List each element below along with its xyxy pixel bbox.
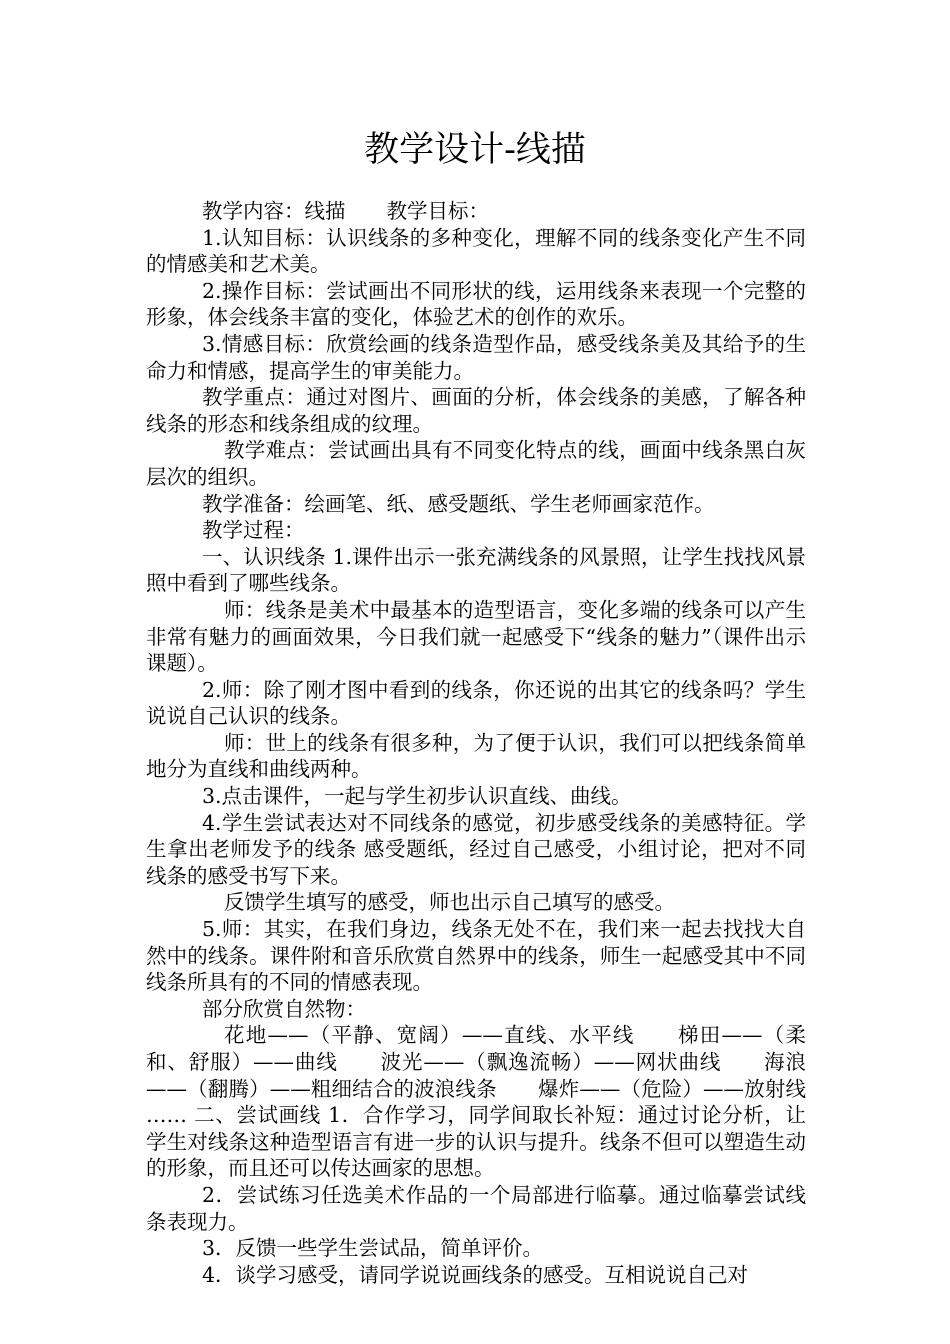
paragraph-content-goals: 教学内容：线描 教学目标：	[202, 199, 489, 223]
paragraph-nature-heading: 部分欣赏自然物：	[202, 996, 366, 1021]
paragraph-process-heading: 教学过程：	[202, 518, 305, 543]
paragraph-operation-goal: 2.操作目标：尝试画出不同形状的线，运用线条来表现一个完整的形象，体会线条丰富的变化，体验艺术的创作的欢乐。	[146, 278, 806, 330]
paragraph-teacher-1: 师：线条是美术中最基本的造型语言，变化多端的线条可以产生非常有魅力的画面效果，今日我们就一起感受下“线条的魅力”（课件出示课题）。	[146, 597, 806, 676]
document-title: 教学设计-线描	[364, 130, 586, 170]
paragraph-practice-3: 3．反馈一些学生尝试品，简单评价。	[202, 1236, 544, 1261]
paragraph-practice-4: 4．谈学习感受，请同学说说画线条的感受。互相说说自己对	[202, 1262, 749, 1287]
paragraph-nature-list: 花地——（平静、宽阔）——直线、水平线 梯田——（柔和、舒服）——曲线 波光——（飘逸流畅）——网状曲线 海浪——（翻腾）——粗细结合的波浪线条 爆炸——（危险）——放射线 …… 二、尝试画线 1．合作学习，同学间取长补短：通过讨论分析，让学生对线条这种造型语言有进一步的认识与提升。线条不但可以塑造生动的形象，而且还可以传达画家的思想。	[146, 1023, 847, 1181]
document-body	[146, 198, 847, 1288]
paragraph-teacher-2: 师：世上的线条有很多种，为了便于认识，我们可以把线条简单地分为直线和曲线两种。	[146, 730, 806, 782]
paragraph-feedback: 反馈学生填写的感受，师也出示自己填写的感受。	[224, 890, 675, 915]
paragraph-emotion-goal: 3.情感目标：欣赏绘画的线条造型作品，感受线条美及其给予的生命力和情感，提高学生的审美能力。	[146, 331, 806, 383]
paragraph-step-5: 5.师：其实，在我们身边，线条无处不在，我们来一起去找找大自然中的线条。课件附和音乐欣赏自然界中的线条，师生一起感受其中不同线条所具有的不同的情感表现。	[146, 917, 806, 995]
paragraph-key-points: 教学重点：通过对图片、画面的分析，体会线条的美感，了解各种线条的形态和线条组成的纹理。	[146, 385, 806, 436]
paragraph-step-2: 2.师：除了刚才图中看到的线条，你还说的出其它的线条吗？学生说说自己认识的线条。	[146, 677, 806, 729]
paragraph-practice-2: 2．尝试练习任选美术作品的一个局部进行临摹。通过临摹尝试线条表现力。	[146, 1182, 806, 1234]
paragraph-preparation: 教学准备：绘画笔、纸、感受题纸、学生老师画家范作。	[202, 491, 715, 516]
paragraph-step-4: 4.学生尝试表达对不同线条的感觉，初步感受线条的美感特征。学生拿出老师发予的线条 感受题纸，经过自己感受，小组讨论，把对不同线条的感受书写下来。	[146, 810, 806, 888]
paragraph-cognitive-goal: 1.认知目标：认识线条的多种变化，理解不同的线条变化产生不同的情感美和艺术美。	[146, 225, 806, 277]
paragraph-step-1: 一、认识线条 1.课件出示一张充满线条的风景照，让学生找找风景照中看到了哪些线条。	[146, 544, 806, 596]
paragraph-step-3: 3.点击课件，一起与学生初步认识直线、曲线。	[202, 784, 632, 809]
paragraph-difficulties: 教学难点：尝试画出具有不同变化特点的线，画面中线条黑白灰层次的组织。	[146, 438, 806, 489]
